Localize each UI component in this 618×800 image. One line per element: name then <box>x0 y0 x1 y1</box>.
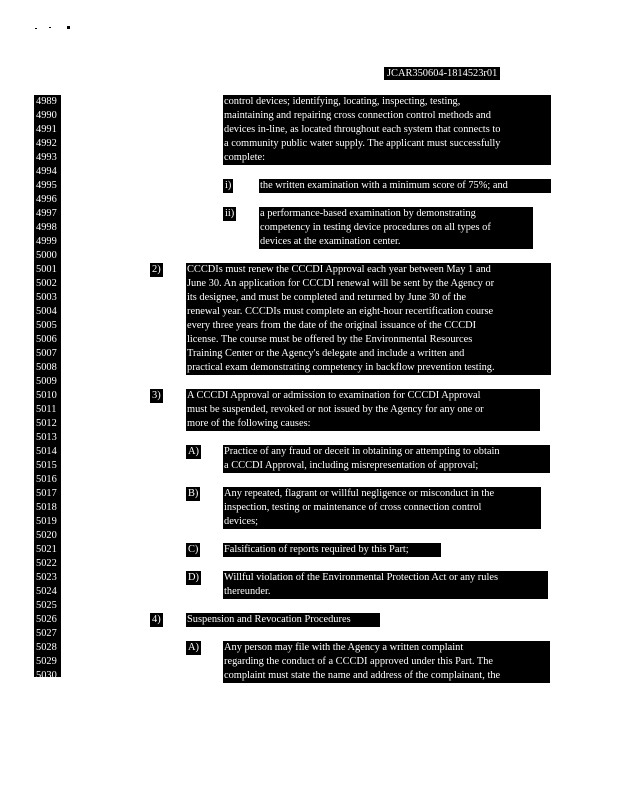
line-number: 5021 <box>36 544 57 555</box>
text-line: Any person may file with the Agency a written complaint <box>224 642 464 653</box>
text-line: a performance-based examination by demonstrating <box>260 208 476 219</box>
line-number: 4991 <box>36 124 57 135</box>
item-D-text <box>223 571 548 599</box>
line-number: 5019 <box>36 516 57 527</box>
line-number: 4999 <box>36 236 57 247</box>
text-line: complaint must state the name and address of the complainant, the <box>224 670 501 681</box>
item-3-marker: 3) <box>152 390 161 401</box>
text-line: complete: <box>224 152 265 163</box>
text-line: more of the following causes: <box>187 418 311 429</box>
text-line: Any repeated, flagrant or willful negligence or misconduct in the <box>224 488 495 499</box>
line-number: 5012 <box>36 418 57 429</box>
line-number: 5014 <box>36 446 57 457</box>
line-number: 4998 <box>36 222 57 233</box>
text-line: thereunder. <box>224 586 271 597</box>
text-line: regarding the conduct of a CCCDI approved under this Part. The <box>224 656 494 667</box>
text-line: June 30. An application for CCCDI renewal will be sent by the Agency or <box>187 278 495 289</box>
scan-speck <box>67 26 70 29</box>
item-i-marker: i) <box>225 180 232 191</box>
text-line: maintaining and repairing cross connection control methods and <box>224 110 491 121</box>
item-C-text <box>223 543 441 557</box>
line-number: 4996 <box>36 194 57 205</box>
line-number: 5010 <box>36 390 57 401</box>
line-number: 5027 <box>36 628 57 639</box>
line-number: 4994 <box>36 166 57 177</box>
line-number: 5001 <box>36 264 57 275</box>
item-4A-marker: A) <box>188 642 199 653</box>
line-number: 5005 <box>36 320 57 331</box>
line-number: 5018 <box>36 502 57 513</box>
item-A-marker: A) <box>188 446 199 457</box>
text-line: Willful violation of the Environmental Protection Act or any rules <box>224 572 499 583</box>
text-line: devices; <box>224 516 259 527</box>
text-line: its designee, and must be completed and returned by June 30 of the <box>187 292 467 303</box>
line-number: 4990 <box>36 110 57 121</box>
text-line: Training Center or the Agency's delegate and include a written and <box>187 348 465 359</box>
item-i-text <box>259 179 551 193</box>
text-line: CCCDIs must renew the CCCDI Approval each year between May 1 and <box>187 264 491 275</box>
text-line: Practice of any fraud or deceit in obtaining or attempting to obtain <box>224 446 500 457</box>
line-number: 5026 <box>36 614 57 625</box>
line-number: 5004 <box>36 306 57 317</box>
text-line: a community public water supply. The applicant must successfully <box>224 138 501 149</box>
line-number: 4993 <box>36 152 57 163</box>
text-line: competency in testing device procedures on all types of <box>260 222 491 233</box>
line-number: 5009 <box>36 376 57 387</box>
text-line: devices at the examination center. <box>260 236 401 247</box>
line-number: 5030 <box>36 670 57 681</box>
scan-speck <box>35 28 37 29</box>
document-id: JCAR350604-1814523r01 <box>384 67 500 80</box>
item-3-text <box>186 389 540 431</box>
item-D-marker: D) <box>188 572 199 583</box>
line-number: 5017 <box>36 488 57 499</box>
item-ii-text <box>259 207 533 249</box>
text-line: Falsification of reports required by this Part; <box>224 544 409 555</box>
line-number: 5007 <box>36 348 57 359</box>
item-C-marker: C) <box>188 544 199 555</box>
line-number: 5015 <box>36 460 57 471</box>
text-line: inspection, testing or maintenance of cross connection control <box>224 502 482 513</box>
line-number: 4995 <box>36 180 57 191</box>
item-B-text <box>223 487 541 529</box>
text-line: every three years from the date of the original issuance of the CCCDI <box>187 320 477 331</box>
line-number: 5013 <box>36 432 57 443</box>
text-line: devices in-line, as located throughout each system that connects to <box>224 124 501 135</box>
text-line: a CCCDI Approval, including misrepresentation of approval; <box>224 460 479 471</box>
line-number: 5024 <box>36 586 57 597</box>
line-number: 5016 <box>36 474 57 485</box>
line-number: 5023 <box>36 572 57 583</box>
item-A-text <box>223 445 550 473</box>
item-2-text <box>186 263 551 375</box>
item-2-marker: 2) <box>152 264 161 275</box>
line-number: 4992 <box>36 138 57 149</box>
item-4-heading <box>186 613 380 627</box>
line-number: 4997 <box>36 208 57 219</box>
intro-paragraph <box>223 95 551 165</box>
text-line: the written examination with a minimum score of 75%; and <box>260 180 508 191</box>
item-ii-marker: ii) <box>225 208 235 219</box>
line-number: 5020 <box>36 530 57 541</box>
item-B-marker: B) <box>188 488 199 499</box>
line-number: 5022 <box>36 558 57 569</box>
text-line: A CCCDI Approval or admission to examination for CCCDI Approval <box>187 390 481 401</box>
line-number: 5025 <box>36 600 57 611</box>
text-line: control devices; identifying, locating, inspecting, testing, <box>224 96 461 107</box>
line-number: 5006 <box>36 334 57 345</box>
line-number: 4989 <box>36 96 57 107</box>
line-number: 5003 <box>36 292 57 303</box>
line-number: 5000 <box>36 250 57 261</box>
line-number: 5002 <box>36 278 57 289</box>
line-number: 5008 <box>36 362 57 373</box>
line-number: 5028 <box>36 642 57 653</box>
item-4A-text <box>223 641 550 683</box>
text-line: practical exam demonstrating competency in backflow prevention testing. <box>187 362 495 373</box>
text-line: must be suspended, revoked or not issued by the Agency for any one or <box>187 404 484 415</box>
text-line: Suspension and Revocation Procedures <box>187 614 351 625</box>
item-4-marker: 4) <box>152 614 161 625</box>
scan-speck <box>49 27 51 28</box>
line-number: 5011 <box>36 404 57 415</box>
line-number: 5029 <box>36 656 57 667</box>
text-line: license. The course must be offered by the Environmental Resources <box>187 334 473 345</box>
text-line: renewal year. CCCDIs must complete an eight-hour recertification course <box>187 306 494 317</box>
